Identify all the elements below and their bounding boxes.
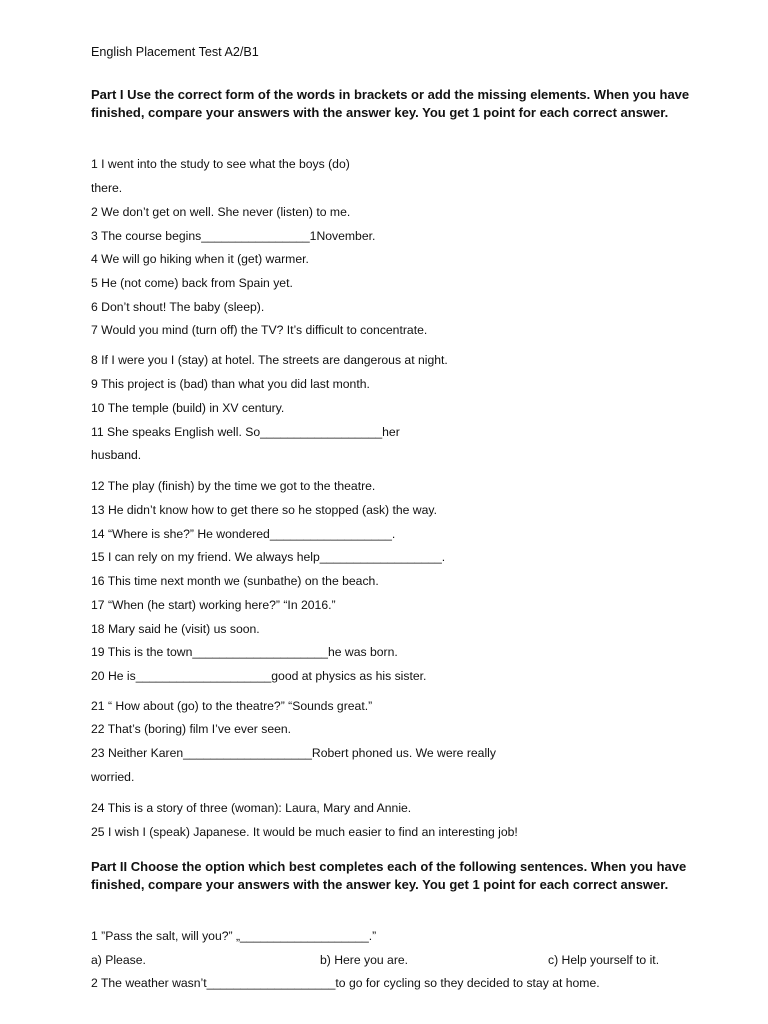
question-23-line-2: worried. — [91, 770, 135, 784]
question-3: 3 The course begins________________1November. — [91, 229, 376, 243]
question-24: 24 This is a story of three (woman): Laura, Mary and Annie. — [91, 801, 412, 815]
part2-question-1-option-a: a) Please. — [91, 953, 146, 967]
question-9: 9 This project is (bad) than what you did last month. — [91, 377, 370, 391]
question-4: 4 We will go hiking when it (get) warmer. — [91, 252, 309, 266]
part2-question-2: 2 The weather wasn’t___________________to go for cycling so they decided to stay at home. — [91, 976, 600, 990]
question-15: 15 I can rely on my friend. We always help__________________. — [91, 550, 446, 564]
question-22: 22 That’s (boring) film I’ve ever seen. — [91, 722, 292, 736]
question-11-line-2: husband. — [91, 448, 142, 462]
question-6: 6 Don’t shout! The baby (sleep). — [91, 300, 265, 314]
question-5: 5 He (not come) back from Spain yet. — [91, 276, 293, 290]
question-12: 12 The play (finish) by the time we got to the theatre. — [91, 479, 376, 493]
question-7: 7 Would you mind (turn off) the TV? It’s difficult to concentrate. — [91, 323, 428, 337]
question-18: 18 Mary said he (visit) us soon. — [91, 622, 260, 636]
question-1-line-1: 1 I went into the study to see what the boys (do) — [91, 157, 350, 171]
question-23-line-1: 23 Neither Karen___________________Robert phoned us. We were really — [91, 746, 496, 760]
question-16: 16 This time next month we (sunbathe) on the beach. — [91, 574, 379, 588]
part2-question-1: 1 ”Pass the salt, will you?” „___________________.” — [91, 929, 377, 943]
question-25: 25 I wish I (speak) Japanese. It would be much easier to find an interesting job! — [91, 825, 518, 839]
part2-question-1-option-b: b) Here you are. — [320, 953, 409, 967]
document-title: English Placement Test A2/B1 — [91, 45, 259, 59]
part1-instructions: Part I Use the correct form of the words in brackets or add the missing elements. When you have finished, compare your answers with the answer key. You get 1 point for each correct answer. — [91, 87, 690, 120]
part2-question-1-option-c: c) Help yourself to it. — [548, 953, 660, 967]
question-14: 14 “Where is she?” He wondered__________________. — [91, 527, 396, 541]
question-2: 2 We don’t get on well. She never (listen) to me. — [91, 205, 351, 219]
question-13: 13 He didn’t know how to get there so he stopped (ask) the way. — [91, 503, 437, 517]
question-20: 20 He is____________________good at physics as his sister. — [91, 669, 427, 683]
question-21: 21 “ How about (go) to the theatre?” “Sounds great.” — [91, 699, 373, 713]
question-1-line-2: there. — [91, 181, 123, 195]
part2-instructions: Part II Choose the option which best completes each of the following sentences. When you have finished, compare your answers with the answer key. You get 1 point for each correct answer. — [91, 859, 687, 892]
question-8: 8 If I were you I (stay) at hotel. The streets are dangerous at night. — [91, 353, 448, 367]
question-17: 17 “When (he start) working here?” “In 2016.” — [91, 598, 336, 612]
question-19: 19 This is the town____________________he was born. — [91, 645, 398, 659]
question-10: 10 The temple (build) in XV century. — [91, 401, 285, 415]
question-11-line-1: 11 She speaks English well. So__________________her — [91, 425, 400, 439]
